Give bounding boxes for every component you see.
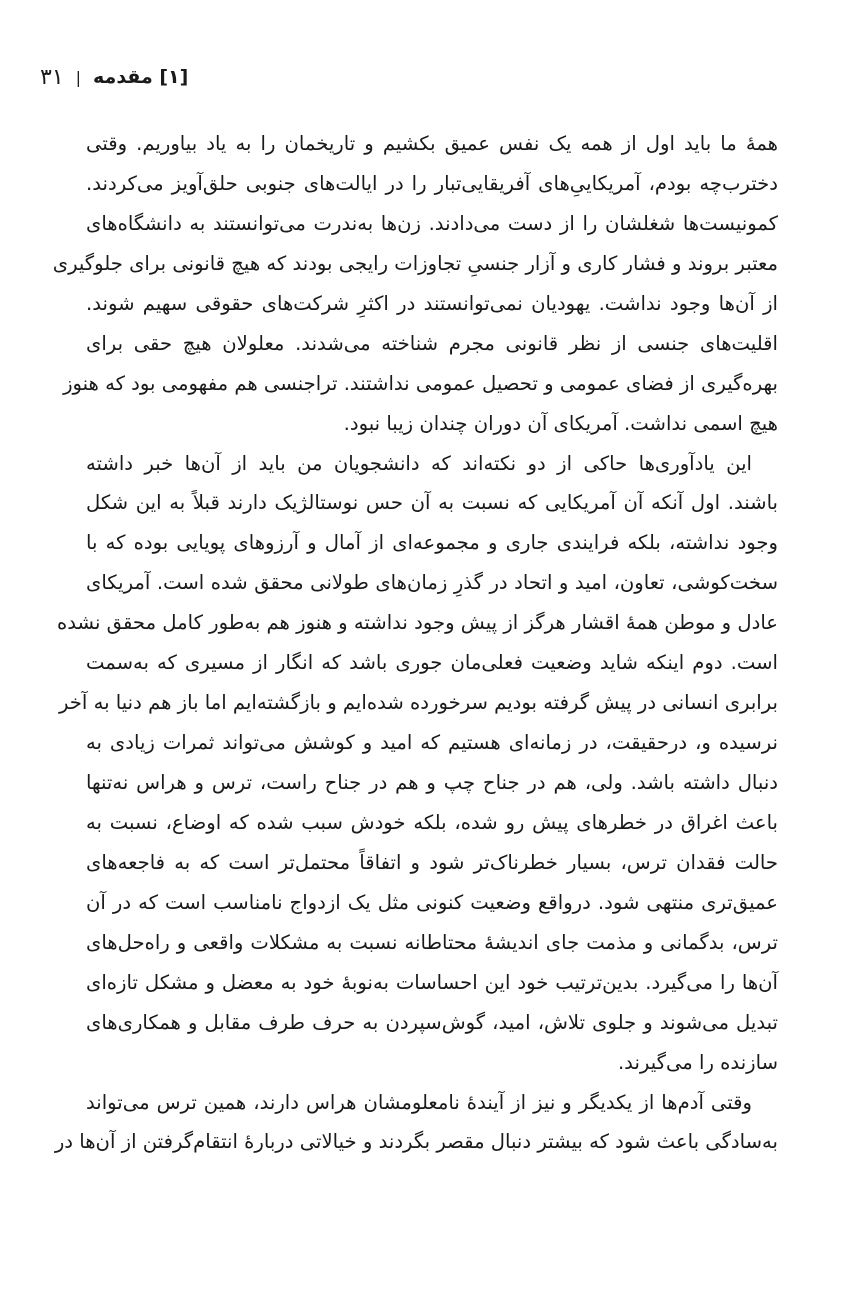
- chapter-title: [۱] مقدمه: [93, 66, 189, 88]
- text-line: آن‌ها را می‌گیرد. بدین‌ترتیب خود این احساسات به‌نوبهٔ خود به معضل و مشکل تازه‌ای: [86, 970, 778, 994]
- text-line: از آن‌ها وجود نداشت. یهودیان نمی‌توانستند در اکثرِ شرکت‌های حقوقی سهیم شوند.: [86, 291, 778, 315]
- text-line: همهٔ ما باید اول از همه یک نفس عمیق بکشیم و تاریخمان را به یاد بیاوریم. وقتی: [86, 132, 778, 155]
- text-line: عمیق‌تری منتهی شود. درواقع وضعیت کنونی مثل یک ازدواج نامناسب است که در آن: [86, 890, 778, 914]
- page-number: ۳۱: [40, 64, 64, 90]
- text-line: برابری انسانی در پیش گرفته بودیم سرخورده شده‌ایم و بازگشته‌ایم اما باز هم دنیا به آخر: [59, 691, 778, 715]
- text-line: نرسیده و، درحقیقت، در زمانه‌ای هستیم که امید و کوشش می‌تواند ثمرات زیادی به: [86, 731, 778, 755]
- text-line: حالت فقدان ترس، بسیار خطرناک‌تر شود و اتفاقاً محتمل‌تر است که به فاجعه‌های: [86, 850, 778, 874]
- text-line: عادل و موطن همهٔ اقشار هرگز از پیش وجود نداشته و هنوز هم به‌طور کامل محقق نشده: [56, 611, 778, 635]
- text-line: دنبال داشته باشد. ولی، هم در جناح چپ و هم در جناح راست، ترس و هراس نه‌تنها: [86, 771, 778, 794]
- text-line: است. دوم اینکه شاید وضعیت فعلی‌مان جوری باشد که انگار از مسیری که به‌سمت: [86, 651, 778, 675]
- body-text: [52, 124, 778, 1162]
- paragraph-end-line: هیچ اسمی نداشت. آمریکای آن دوران چندان زیبا نبود.: [343, 411, 778, 435]
- paragraph-start-line: این یادآوری‌ها حاکی از دو نکته‌اند که دانشجویان من باید از آن‌ها خبر داشته: [86, 451, 752, 475]
- text-line: باشند. اول آنکه آن آمریکایی که نسبت به آن حس نوستالژیک دارند قبلاً به این شکل: [86, 491, 778, 515]
- text-line: وجود نداشته، بلکه فرایندی جاری و مجموعه‌ای از آمال و آرزوهای پویایی بوده که با: [86, 531, 778, 555]
- paragraph-start-line: وقتی آدم‌ها از یکدیگر و نیز از آیندهٔ نامعلومشان هراس دارند، همین ترس می‌تواند: [86, 1090, 752, 1114]
- text-line: اقلیت‌های جنسی از نظر قانونی مجرم شناخته می‌شدند. معلولان هیچ حقی برای: [86, 331, 778, 355]
- running-header: [40, 60, 189, 94]
- text-line: بهره‌گیری از فضای عمومی و تحصیل عمومی نداشتند. تراجنسی هم مفهومی بود که هنوز: [63, 371, 778, 395]
- text-line: معتبر بروند و فشار کاری و آزار جنسیِ تجاوزات رایجی بودند که هیچ قانونی برای جلوگیری: [52, 251, 778, 275]
- text-line: تبدیل می‌شوند و جلوی تلاش، امید، گوش‌سپردن به حرف طرف مقابل و همکاری‌های: [86, 1010, 778, 1034]
- paragraph-end-line: سازنده را می‌گیرند.: [617, 1050, 778, 1074]
- header-separator: |: [75, 67, 82, 87]
- text-line: به‌سادگی باعث شود که بیشتر دنبال مقصر بگردند و خیالاتی دربارهٔ انتقام‌گرفتن از آن‌ها در: [54, 1130, 778, 1154]
- text-line: باعث اغراق در خطرهای پیش رو شده، بلکه خودش سبب شده که اوضاع، نسبت به: [86, 810, 778, 834]
- text-line: کمونیست‌ها شغلشان را از دست می‌دادند. زن‌ها به‌ندرت می‌توانستند به دانشگاه‌های: [86, 211, 778, 235]
- text-line: دخترب‌چه بودم، آمریکاییِ‌های آفریقایی‌تبار را در ایالت‌های جنوبی حلق‌آویز می‌کردند.: [86, 171, 778, 195]
- text-line: سخت‌کوشی، تعاون، امید و اتحاد در گذرِ زمان‌های طولانی محقق شده است. آمریکای: [86, 571, 778, 595]
- text-line: ترس، بدگمانی و مذمت جای اندیشهٔ محتاطانه نسبت به مشکلات واقعی و راه‌حل‌های: [86, 930, 778, 954]
